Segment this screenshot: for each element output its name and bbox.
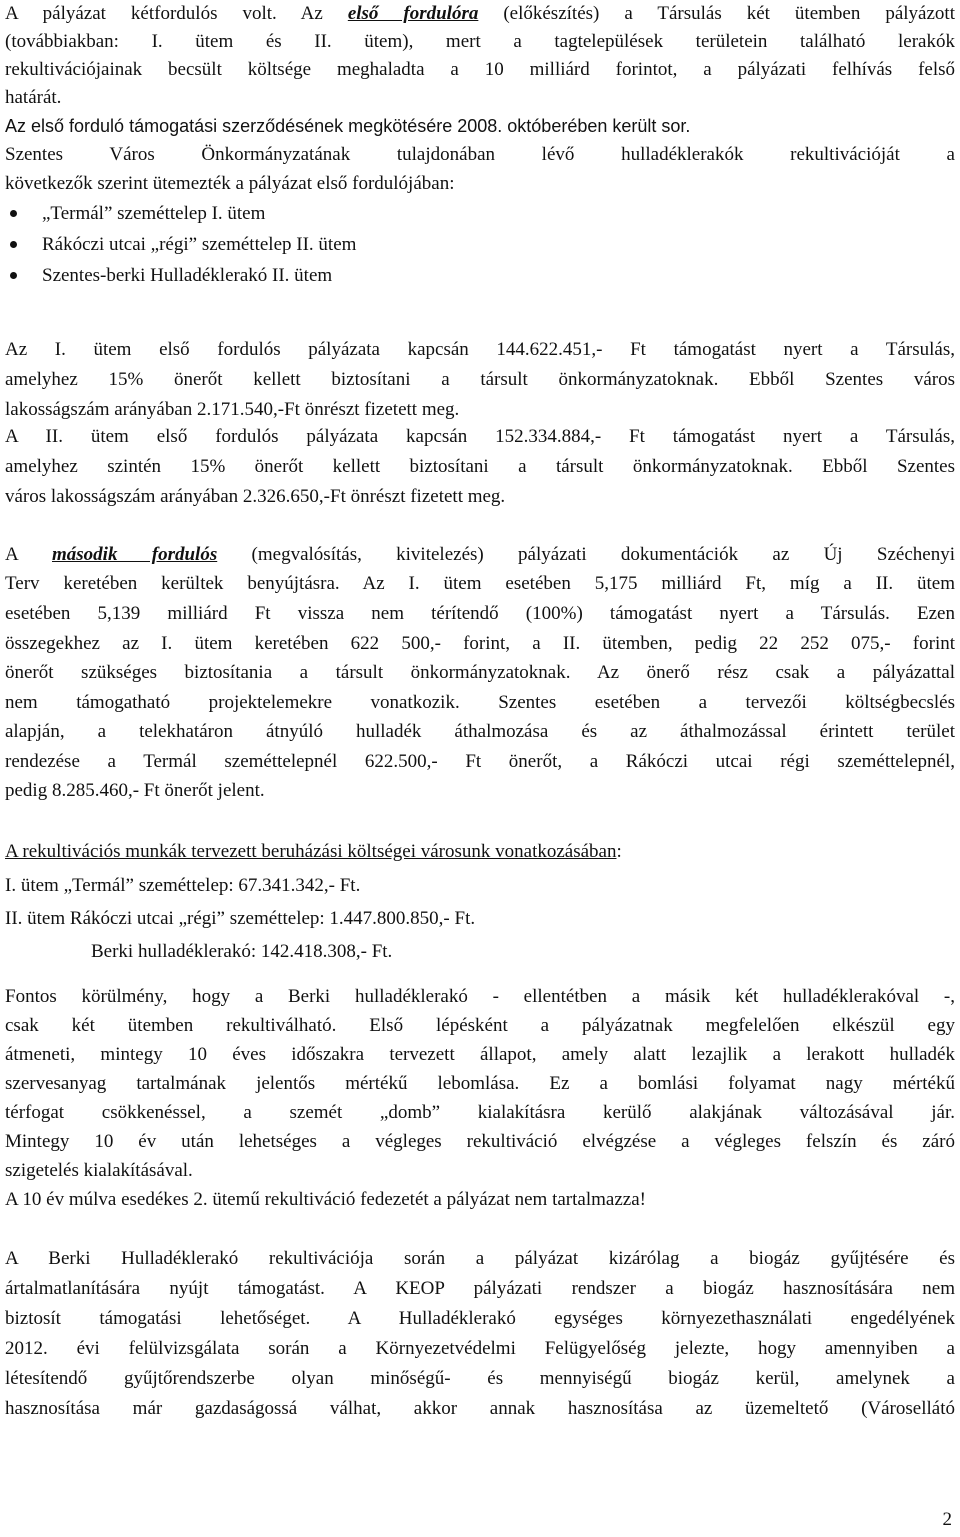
list-item: Szentes-berki Hulladéklerakó II. ütem xyxy=(42,265,333,286)
emphasis-second-round: második fordulós xyxy=(52,544,218,565)
text-line: A második fordulós (megvalósítás, kivitelezés) pályázati dokumentációk az Új Széchenyi xyxy=(5,544,955,565)
text-line: A II. ütem első fordulós pályázata kapcsán 152.334.884,- Ft támogatást nyert a Társulás, xyxy=(5,426,955,447)
bullet-dot xyxy=(10,272,17,279)
text-line: csak két ütemben rekultiválható. Első lépésként a pályázatnak megfelelően elkészül egy xyxy=(5,1015,955,1036)
text-line: lakosságszám arányában 2.171.540,-Ft önrészt fizetett meg. xyxy=(5,399,460,420)
bullet-dot xyxy=(10,210,17,217)
text-line: térfogat csökkenéssel, a szemét „domb” kialakításra kerülő alakjának változásával jár. xyxy=(5,1102,955,1123)
text-line: 2012. évi felülvizsgálata során a Környezetvédelmi Felügyelőség jelezte, hogy amennyiben a xyxy=(5,1338,955,1359)
page-number: 2 xyxy=(942,1509,952,1530)
text-line: alapján, a telekhatáron átnyúló hulladék áthalmozása és az áthalmozással érintett terület xyxy=(5,721,955,742)
bullet-dot xyxy=(10,241,17,248)
cost-row: Berki hulladéklerakó: 142.418.308,- Ft. xyxy=(91,941,393,962)
text-line: önerőt szükséges biztosítania a társult önkormányzatoknak. Az önerő rész csak a pályázattal xyxy=(5,662,955,683)
list-item: Rákóczi utcai „régi” szeméttelep II. ütem xyxy=(42,234,357,255)
text-line: A 10 év múlva esedékes 2. ütemű rekultiváció fedezetét a pályázat nem tartalmazza! xyxy=(5,1189,646,1210)
text-line: következők szerint ütemezték a pályázat első fordulójában: xyxy=(5,173,455,194)
text-line: Mintegy 10 év után lehetséges a végleges rekultiváció elvégzése a végleges felszín és záró xyxy=(5,1131,955,1152)
text-line: amelyhez szintén 15% önerőt kellett biztosítani a társult önkormányzatoknak. Ebből Szentes xyxy=(5,456,955,477)
text-line: Szentes Város Önkormányzatának tulajdonában lévő hulladéklerakók rekultivációját a xyxy=(5,144,955,165)
text-line: átmeneti, mintegy 10 éves időszakra tervezett állapot, amely alatt lezajlik a lerakott hulladék xyxy=(5,1044,955,1065)
text-line: rendezése a Termál szeméttelepnél 622.500,- Ft önerőt, a Rákóczi utcai régi szeméttelepnél, xyxy=(5,751,955,772)
cost-row: I. ütem „Termál” szeméttelep: 67.341.342,- Ft. xyxy=(5,875,361,896)
cost-row: II. ütem Rákóczi utcai „régi” szeméttelep: 1.447.800.850,- Ft. xyxy=(5,908,476,929)
text-line: ártalmatlanítására nyújt támogatást. A KEOP pályázati rendszer a biogáz hasznosítására nem xyxy=(5,1278,955,1299)
text-line: A pályázat kétfordulós volt. Az első fordulóra (előkészítés) a Társulás két ütemben pályázott xyxy=(5,3,955,24)
text-line: Az első forduló támogatási szerződésének megkötésére 2008. októberében került sor. xyxy=(5,116,691,136)
text-line: szervesanyag tartalmának jelentős mértékű lebomlása. Ez a bomlási folyamat nagy mértékű xyxy=(5,1073,955,1094)
text-line: rekultivációjainak becsült költsége meghaladta a 10 milliárd forintot, a pályázati felhívás felső xyxy=(5,59,955,80)
text-line: létesítendő gyűjtőrendszerbe olyan minőségű- és mennyiségű biogáz kerül, amelynek a xyxy=(5,1368,955,1389)
text-line: Terv keretében kerültek benyújtásra. Az I. ütem esetében 5,175 milliárd Ft, míg a II. ütem xyxy=(5,573,955,594)
text-line: Fontos körülmény, hogy a Berki hulladéklerakó - ellentétben a másik két hulladéklerakóval -, xyxy=(5,986,955,1007)
text-line: nem támogatható projektelemekre vonatkozik. Szentes esetében a tervezői költségbecslés xyxy=(5,692,955,713)
list-item: „Termál” szeméttelep I. ütem xyxy=(42,203,266,224)
text-line: hasznosítása már gazdaságossá válhat, akkor annak hasznosítása az üzemeltető (Városellátó xyxy=(5,1398,955,1419)
text-line: szigetelés kialakításával. xyxy=(5,1160,193,1181)
text-line: város lakosságszám arányában 2.326.650,-Ft önrészt fizetett meg. xyxy=(5,486,506,507)
text-line: pedig 8.285.460,- Ft önerőt jelent. xyxy=(5,780,265,801)
text-line: határát. xyxy=(5,87,62,108)
text-line: amelyhez 15% önerőt kellett biztosítani a társult önkormányzatoknak. Ebből Szentes város xyxy=(5,369,955,390)
section-heading: A rekultivációs munkák tervezett beruházási költségei városunk vonatkozásában: xyxy=(5,841,622,862)
text-line: biztosít támogatási lehetőséget. A Hulladéklerakó egységes környezethasználati engedélyének xyxy=(5,1308,955,1329)
text-line: esetében 5,139 milliárd Ft vissza nem térítendő (100%) támogatást nyert a Társulás. Ezen xyxy=(5,603,955,624)
text-line: A Berki Hulladéklerakó rekultivációja során a pályázat kizárólag a biogáz gyűjtésére és xyxy=(5,1248,955,1269)
text-line: összegekhez az I. ütem keretében 622 500,- forint, a II. ütemben, pedig 22 252 075,- forint xyxy=(5,633,955,654)
text-line: Az I. ütem első fordulós pályázata kapcsán 144.622.451,- Ft támogatást nyert a Társulás, xyxy=(5,339,955,360)
text-line: (továbbiakban: I. ütem és II. ütem), mert a tagtelepülések területein található lerakók xyxy=(5,31,955,52)
emphasis-first-round: első fordulóra xyxy=(347,3,479,24)
